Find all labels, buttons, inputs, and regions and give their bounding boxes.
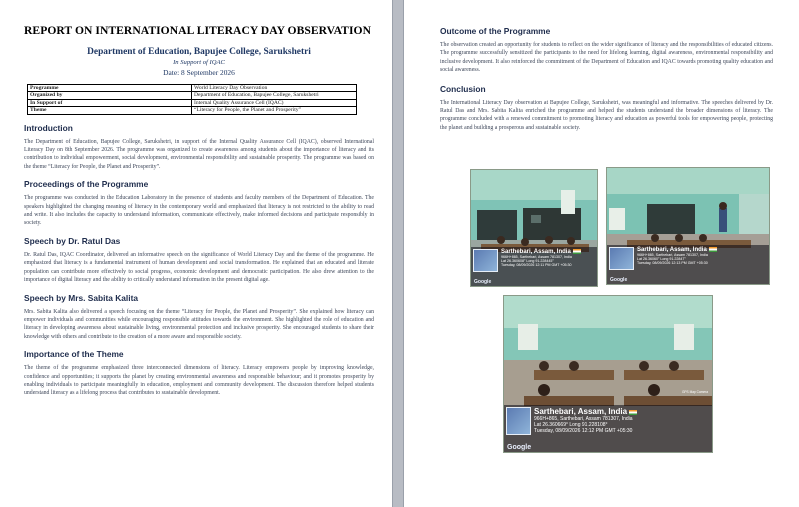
programme-info-table [27,84,357,115]
report-page-left [0,0,392,507]
geotag-location: Sarthebari, Assam, India [534,407,628,417]
geotag-coordinates: Lat 26.36060° Long 91.22847° [637,257,686,262]
geotag-overlay [607,245,769,284]
introduction-text: The Department of Education, Bapujee College, Sarukshetri, in support of the Internal Quality Assurance Cell (IQAC), observed International Literacy Day on 8th September 2026. The programme was organized to create awareness among students about the importance of literacy and its contribution to individual empowerment, social development, environmental responsibility and sustainable prosperity. The programme was based on the theme “Literacy for People, the Planet and Prosperity”. [24,138,374,170]
geotag-location: Sarthebari, Assam, India [637,246,707,253]
table-key: In Support of [28,99,192,106]
india-flag-icon [629,410,637,415]
geotag-timestamp: Tuesday, 08/09/2026 12:11 PM GMT +05:30 [501,263,572,268]
speech-ratul-das-heading: Speech by Dr. Ratul Das [24,235,121,246]
geotag-coordinates: Lat 26.360669° Long 91.228108° [534,422,608,429]
conclusion-text: The International Literacy Day observation at Bapujee College, Sarukshetri, was meaningful and informative. The speeches delivered by Dr. Ratul Das and Mrs. Sabita Kalita enriched the programme and helped the students understand the broader dimensions of literacy. The programme concluded with a renewed commitment to promoting literacy and education as powerful tools for empowering people, protecting the planet and building a prosperous and sustainable society. [440,99,773,131]
google-logo: Google [507,444,532,451]
importance-text: The theme of the programme emphasized three interconnected dimensions of literacy. Literacy empowers people by improving knowledge, confidence and opportunities; it supports the planet by creating environmental awareness and responsible behaviour; and it promotes prosperity by enabling individuals to participate meaningfully in education, employment and community development. The discussion therefore helped students understand literacy as a lifelong process that contributes to sustainable development. [24,365,374,397]
geotag-address: 966H+865, Sarthebari, Assam 781307, India [637,252,708,257]
introduction-heading: Introduction [24,122,73,133]
geotag-timestamp: Tuesday, 08/09/2026 12:13 PM GMT +05:30 [637,261,708,266]
outcome-heading: Outcome of the Programme [440,26,551,36]
geotag-address: 966H+865, Sarthebari, Assam 781307, India [501,254,572,259]
event-photo-2 [606,167,770,285]
google-logo: Google [610,277,628,283]
report-title: REPORT ON INTERNATIONAL LITERACY DAY OBSERVATION [24,24,371,37]
event-photo-1 [470,169,598,287]
importance-heading: Importance of the Theme [24,349,124,360]
geotag-overlay [504,405,712,452]
table-row [28,85,357,92]
event-photo-3 [503,295,713,453]
geotag-timestamp: Tuesday, 08/09/2026 12:12 PM GMT +05:30 [534,428,633,435]
india-flag-icon [573,249,581,254]
outcome-text: The observation created an opportunity for students to reflect on the wider significance of literacy and the responsibilities of educated citizens. The programme successfully sensitized the participants to the need for lifelong learning, digital awareness, environmental responsibility and inclusive development. It also reinforced the commitment of the Department of Education and IQAC towards promoting quality education and social awareness. [440,42,773,74]
proceedings-text: The programme was conducted in the Education Laboratory in the presence of students and faculty members of the Department of Education. The speakers highlighted the changing meaning of literacy in the contemporary world and emphasized that literacy is not restricted to the ability to read and write. It also includes the capacity to understand information, communicate effectively, make informed decisions and participate responsibly in society. [24,195,374,227]
table-key: Theme [28,107,192,114]
geotag-location: Sarthebari, Assam, India [501,248,571,255]
support-subtitle: In Support of IQAC [173,59,225,66]
report-date: Date: 8 September 2026 [163,68,235,77]
geotag-coordinates: Lat 26.360608° Long 91.228445° [501,259,554,264]
map-thumbnail [609,247,634,271]
table-key: Programme [28,85,192,92]
table-value: World Literacy Day Observation [192,85,357,92]
table-row [28,92,357,99]
table-value: “Literacy for People, the Planet and Prosperity” [192,107,357,114]
india-flag-icon [709,247,717,252]
google-logo: Google [474,279,492,285]
proceedings-heading: Proceedings of the Programme [24,179,149,190]
table-value: Internal Quality Assurance Cell (IQAC) [192,99,357,106]
speech-sabita-kalita-heading: Speech by Mrs. Sabita Kalita [24,292,139,303]
gps-camera-badge: GPS Map Camera [681,389,708,394]
table-row [28,99,357,106]
speech-ratul-das-text: Dr. Ratul Das, IQAC Coordinator, delivered an informative speech on the significance of World Literacy Day and the theme of the programme. He emphasized that literacy is a fundamental instrument of human development and social transformation. He explained that an educated and literate population can contribute more effectively to social progress, economic development and democratic participation. He also drew attention to the importance of digital literacy and the ability to critically understand information in the present digital age. [24,251,374,284]
map-thumbnail [506,407,531,435]
table-value: Department of Education, Bapujee College, Sarukshetri [192,92,357,99]
geotag-overlay [471,247,597,286]
department-heading: Department of Education, Bapujee College, Sarukshetri [87,47,311,57]
page-gutter [392,0,404,507]
conclusion-heading: Conclusion [440,83,486,94]
table-key: Organized by [28,92,192,99]
table-row [28,107,357,114]
geotag-address: 966H+865, Sarthebari, Assam 781307, India [534,416,633,423]
speech-sabita-kalita-text: Mrs. Sabita Kalita also delivered a speech focusing on the theme “Literacy for People, the Planet and Prosperity”. She explained how literacy can empower individuals and communities while encouraging responsible attitudes towards the environment. She highlighted the role of education and literacy in developing awareness about sustainable living, environmental protection and inclusive prosperity. She encouraged students to share their knowledge with others and contribute to the creation of a more aware and responsible society. [24,308,374,340]
map-thumbnail [473,249,498,273]
